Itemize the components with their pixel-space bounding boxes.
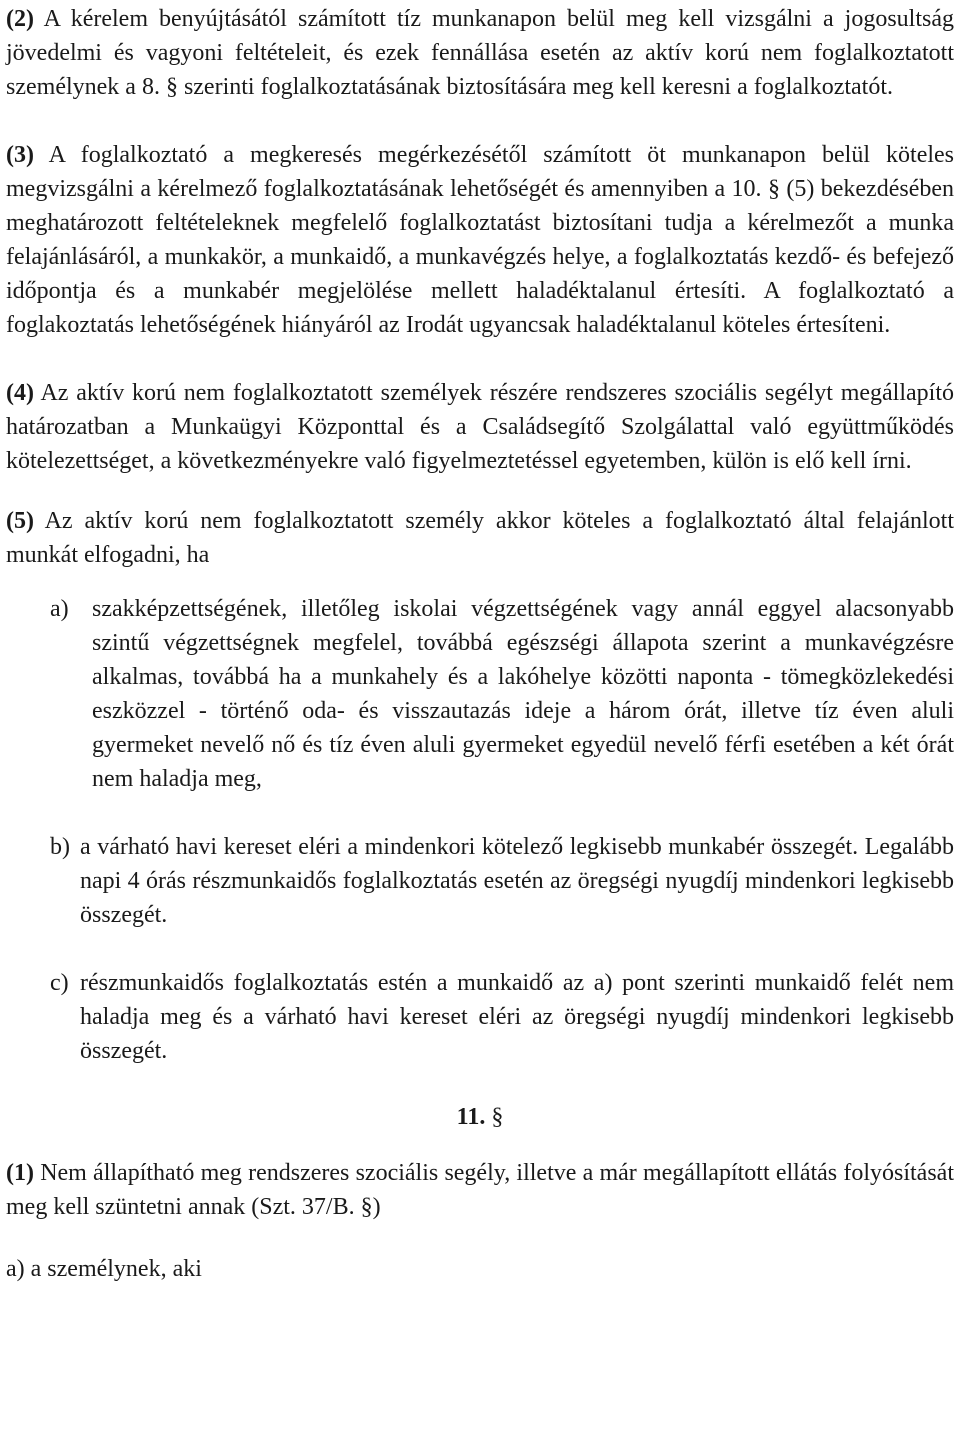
list-item-label: a)	[50, 596, 69, 622]
paragraph-number: (4)	[6, 380, 34, 406]
sub-item-a: a) a személynek, aki	[6, 1256, 202, 1282]
paragraph-3	[6, 138, 954, 342]
section-11-paragraph-1	[6, 1156, 954, 1224]
paragraph-number: (1)	[6, 1160, 34, 1186]
paragraph-number: (3)	[6, 142, 34, 168]
paragraph-2	[6, 2, 954, 104]
paragraph-text: Nem állapítható meg rendszeres szociális segély, illetve a már megállapított ellátás folyósítását meg kell szüntetni annak (Szt. 37/B. §)	[6, 1160, 954, 1220]
list-item	[6, 830, 954, 932]
paragraph-text: A kérelem benyújtásától számított tíz munkanapon belül meg kell vizsgálni a jogosultság jövedelmi és vagyoni feltételeit, és ezek fennállása esetén az aktív korú nem foglalkoztatott személynek a 8. § szerinti foglalkoztatásának biztosítására meg kell keresni a foglalkoztatót.	[6, 6, 954, 100]
paragraph-5	[6, 504, 954, 572]
section-heading	[6, 1100, 954, 1134]
condition-list	[6, 592, 954, 1068]
paragraph-text: Az aktív korú nem foglalkoztatott személyek részére rendszeres szociális segélyt megállapító határozatban a Munkaügyi Központtal és a Családsegítő Szolgálattal való együttműködés kötelezettséget, a következményekre való figyelmeztetéssel egyetemben, külön is elő kell írni.	[6, 380, 954, 474]
document-page	[6, 2, 954, 1286]
paragraph-number: (5)	[6, 508, 34, 534]
list-item-label: c)	[50, 970, 69, 996]
list-item	[6, 592, 954, 796]
list-item	[6, 966, 954, 1068]
section-number: 11.	[456, 1104, 486, 1130]
paragraph-text: Az aktív korú nem foglalkoztatott személy akkor köteles a foglalkoztató által felajánlott munkát elfogadni, ha	[6, 508, 954, 568]
section-sign: §	[491, 1104, 504, 1130]
list-item-label: b)	[50, 834, 70, 860]
paragraph-text: A foglalkoztató a megkeresés megérkezésétől számított öt munkanapon belül köteles megvizsgálni a kérelmező foglalkoztatásának lehetőségét és amennyiben a 10. § (5) bekezdésében meghatározott feltételeknek megfelelő foglalkoztatást biztosítani tudja a kérelmezőt a munka felajánlásáról, a munkakör, a munkaidő, a munkavégzés helye, a foglalkoztatás kezdő- és befejező időpontja és a munkabér megjelölése mellett haladéktalanul értesíti. A foglalkoztató a foglakoztatás lehetőségének hiányáról az Irodát ugyancsak haladéktalanul köteles értesíteni.	[6, 142, 954, 338]
list-item-text: részmunkaidős foglalkoztatás estén a munkaidő az a) pont szerinti munkaidő felét nem haladja meg és a várható havi kereset eléri az öregségi nyugdíj mindenkori legkisebb összegét.	[80, 970, 954, 1064]
list-item-text: szakképzettségének, illetőleg iskolai végzettségének vagy annál eggyel alacsonyabb szintű végzettségnek megfelel, továbbá egészségi állapota szerint a munkavégzésre alkalmas, továbbá ha a munkahely és a lakóhelye közötti naponta - tömegközlekedési eszközzel - történő oda- és visszautazás ideje a három órát, illetve tíz éven aluli gyermeket nevelő nő és tíz éven aluli gyermeket egyedül nevelő férfi esetében a két órát nem haladja meg,	[92, 596, 954, 792]
list-item-text: a várható havi kereset eléri a mindenkori kötelező legkisebb munkabér összegét. Legalább napi 4 órás részmunkaidős foglalkoztatás esetén az öregségi nyugdíj mindenkori legkisebb összegét.	[80, 834, 954, 928]
paragraph-4	[6, 376, 954, 478]
paragraph-number: (2)	[6, 6, 34, 32]
